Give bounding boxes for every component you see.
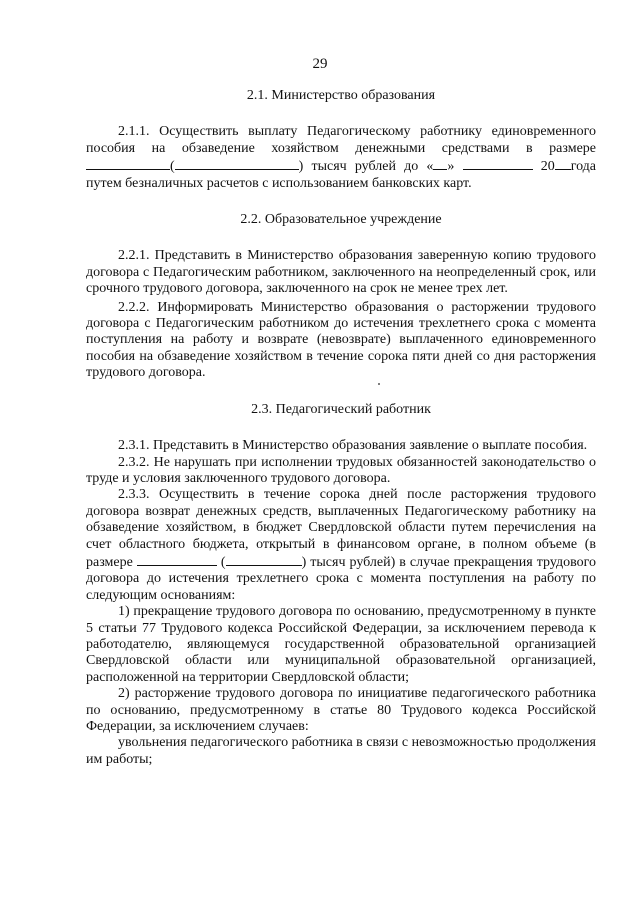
paragraph-2-3-1: 2.3.1. Представить в Министерство образования заявление о выплате пособия. — [118, 438, 588, 454]
blank-month — [463, 157, 533, 170]
section-heading-2-3: 2.3. Педагогический работник — [251, 401, 431, 417]
list-item-1: 1) прекращение трудового договора по основанию, предусмотренному в пункте 5 статьи 77 Трудового кодекса Российской Федерации, за исключением перевода к работодателю, являющемуся государственной образовательной организацией Свердловской области или муниципальной образовательной организацией, расположенной на территории Свердловской области; — [86, 604, 596, 685]
blank-amount — [86, 157, 170, 170]
paragraph-2-3-2: 2.3.2. Не нарушать при исполнении трудовых обязанностей законодательство о труде и условия заключенного трудового договора. — [86, 454, 596, 486]
blank-refund-amount — [137, 553, 217, 566]
list-item-3: увольнения педагогического работника в связи с невозможностью продолжения им работы; — [86, 735, 596, 767]
paragraph-2-1-1 — [86, 124, 596, 192]
section-heading-2-1: 2.1. Министерство образования — [246, 88, 436, 103]
amount-fill-line: ( ) тысяч рублей до « » 20 года — [86, 159, 596, 174]
paragraph-2-1-1-tail: путем безналичных расчетов с использованием банковских карт. — [86, 175, 472, 191]
paragraph-2-2-2: 2.2.2. Информировать Министерство образования о расторжении трудового договора с Педагогическим работником до истечения трехлетнего срока с момента поступления на работу и возврате (невозврате) выплаченного единовременного пособия на обзаведение хозяйством в течение сорока пяти дней со дня расторжения трудового договора. — [86, 299, 596, 381]
document-body — [86, 88, 596, 768]
paragraph-2-1-1-text: 2.1.1. Осуществить выплату Педагогическому работнику единовременного пособия на обзаведение хозяйством денежными средствами в размере — [86, 124, 596, 156]
paragraph-2-2-1: 2.2.1. Представить в Министерство образования заверенную копию трудового договора с Педагогическим работником, заключенного на неопределенный срок, или срочного трудового договора, заключенного на срок не менее трех лет. — [86, 248, 596, 297]
list-item-2: 2) расторжение трудового договора по инициативе педагогического работника по основанию, предусмотренному в статье 80 Трудового кодекса Российской Федерации, за исключением случаев: — [86, 686, 596, 734]
blank-year — [555, 157, 571, 170]
blank-amount-words — [175, 157, 299, 170]
section-heading-2-2: 2.2. Образовательное учреждение — [240, 212, 442, 228]
blank-day — [433, 157, 447, 170]
blank-refund-amount-words — [226, 553, 302, 566]
paragraph-2-3-3: 2.3.3. Осуществить в течение сорока дней после расторжения трудового договора возврат денежных средств, выплаченных Педагогическому работнику на обзаведение хозяйством, в бюджет Свердловской области путем перечисления на счет областного бюджета, открытый в финансовом органе, в полном объеме (в размере ( ) тысяч рублей) в случае прекращения трудового договора до истечения трехлетнего срока с момента поступления на работу по следующим основаниям: — [86, 487, 597, 603]
page-number: 29 — [312, 56, 328, 72]
scan-speck — [378, 383, 380, 385]
